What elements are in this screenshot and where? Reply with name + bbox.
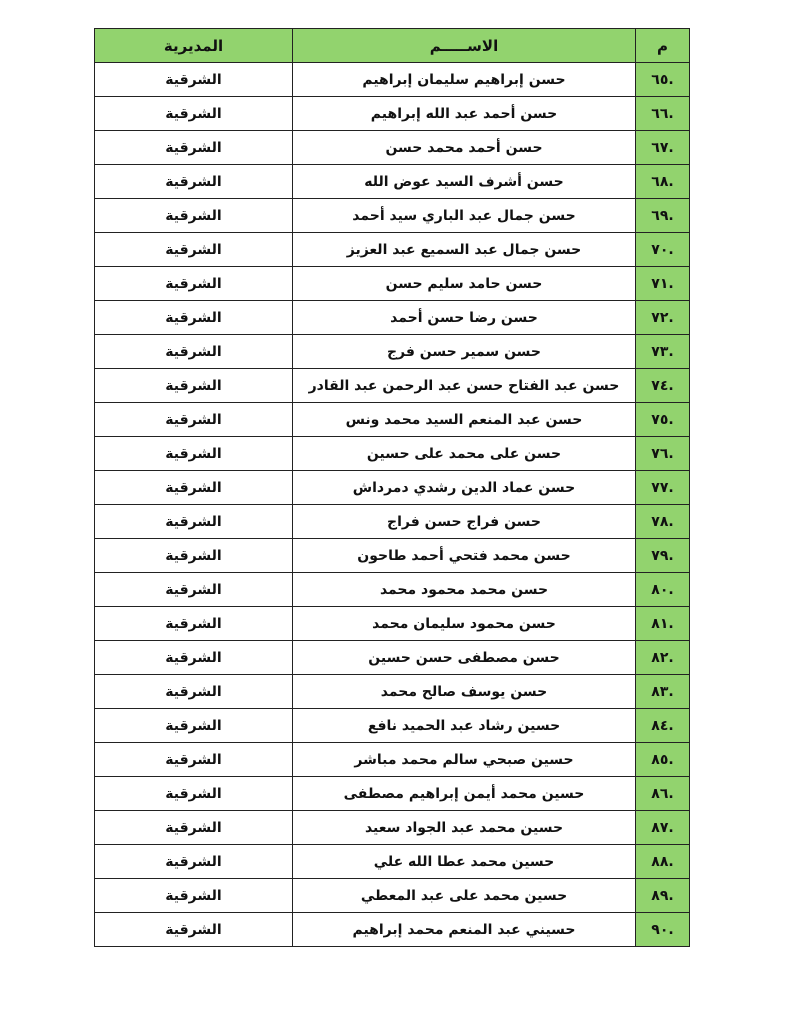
- row-directorate: الشرقية: [95, 97, 293, 131]
- row-directorate: الشرقية: [95, 539, 293, 573]
- table-row: [95, 199, 690, 233]
- row-number: .٨٩: [636, 879, 690, 913]
- table-row: [95, 675, 690, 709]
- table-row: [95, 471, 690, 505]
- row-name: حسن عبد المنعم السيد محمد ونس: [293, 403, 636, 437]
- row-number: .٦٩: [636, 199, 690, 233]
- row-name: حسن فراج حسن فراج: [293, 505, 636, 539]
- row-number: .٦٦: [636, 97, 690, 131]
- row-number: .٨٣: [636, 675, 690, 709]
- header-directorate: المديرية: [95, 29, 293, 63]
- row-directorate: الشرقية: [95, 369, 293, 403]
- row-number: .٦٥: [636, 63, 690, 97]
- row-name: حسن حامد سليم حسن: [293, 267, 636, 301]
- row-number: .٨٠: [636, 573, 690, 607]
- row-name: حسن جمال عبد السميع عبد العزيز: [293, 233, 636, 267]
- row-number: .٧٢: [636, 301, 690, 335]
- row-name: حسن عبد الفتاح حسن عبد الرحمن عبد القادر: [293, 369, 636, 403]
- row-directorate: الشرقية: [95, 267, 293, 301]
- row-directorate: الشرقية: [95, 199, 293, 233]
- row-name: حسن على محمد على حسين: [293, 437, 636, 471]
- row-number: .٨٨: [636, 845, 690, 879]
- row-number: .٦٧: [636, 131, 690, 165]
- row-name: حسن رضا حسن أحمد: [293, 301, 636, 335]
- table-row: [95, 97, 690, 131]
- row-name: حسن محمود سليمان محمد: [293, 607, 636, 641]
- table-row: [95, 811, 690, 845]
- row-name: حسن إبراهيم سليمان إبراهيم: [293, 63, 636, 97]
- row-number: .٨٦: [636, 777, 690, 811]
- table-row: [95, 505, 690, 539]
- row-directorate: الشرقية: [95, 743, 293, 777]
- row-number: .٨٧: [636, 811, 690, 845]
- row-directorate: الشرقية: [95, 641, 293, 675]
- table-row: [95, 437, 690, 471]
- row-number: .٧٩: [636, 539, 690, 573]
- row-number: .٧٦: [636, 437, 690, 471]
- row-name: حسين محمد عطا الله علي: [293, 845, 636, 879]
- row-directorate: الشرقية: [95, 131, 293, 165]
- row-name: حسن مصطفى حسن حسين: [293, 641, 636, 675]
- row-directorate: الشرقية: [95, 811, 293, 845]
- table-row: [95, 267, 690, 301]
- row-name: حسين صبحي سالم محمد مباشر: [293, 743, 636, 777]
- row-directorate: الشرقية: [95, 403, 293, 437]
- row-name: حسن عماد الدين رشدي دمرداش: [293, 471, 636, 505]
- row-number: .٩٠: [636, 913, 690, 947]
- row-number: .٧٥: [636, 403, 690, 437]
- table-row: [95, 607, 690, 641]
- row-directorate: الشرقية: [95, 505, 293, 539]
- table-row: [95, 913, 690, 947]
- table-header-row: [95, 29, 690, 63]
- row-directorate: الشرقية: [95, 301, 293, 335]
- row-number: .٨٢: [636, 641, 690, 675]
- row-number: .٧٤: [636, 369, 690, 403]
- row-directorate: الشرقية: [95, 845, 293, 879]
- header-name: الاســـــم: [293, 29, 636, 63]
- row-name: حسين محمد على عبد المعطي: [293, 879, 636, 913]
- table-row: [95, 573, 690, 607]
- row-directorate: الشرقية: [95, 63, 293, 97]
- row-number: .٨١: [636, 607, 690, 641]
- row-directorate: الشرقية: [95, 335, 293, 369]
- row-directorate: الشرقية: [95, 777, 293, 811]
- row-number: .٧٣: [636, 335, 690, 369]
- row-directorate: الشرقية: [95, 709, 293, 743]
- table-row: [95, 641, 690, 675]
- table-row: [95, 301, 690, 335]
- row-number: .٧٧: [636, 471, 690, 505]
- row-name: حسيني عبد المنعم محمد إبراهيم: [293, 913, 636, 947]
- table-row: [95, 233, 690, 267]
- table-body: [95, 63, 690, 947]
- row-name: حسن سمير حسن فرج: [293, 335, 636, 369]
- table-row: [95, 777, 690, 811]
- table-row: [95, 845, 690, 879]
- table-row: [95, 63, 690, 97]
- row-name: حسن جمال عبد الباري سيد أحمد: [293, 199, 636, 233]
- row-name: حسين رشاد عبد الحميد نافع: [293, 709, 636, 743]
- row-directorate: الشرقية: [95, 573, 293, 607]
- header-number: م: [636, 29, 690, 63]
- row-name: حسين محمد عبد الجواد سعيد: [293, 811, 636, 845]
- row-directorate: الشرقية: [95, 879, 293, 913]
- row-number: .٧٨: [636, 505, 690, 539]
- table-row: [95, 403, 690, 437]
- row-number: .٧١: [636, 267, 690, 301]
- row-directorate: الشرقية: [95, 437, 293, 471]
- table-row: [95, 131, 690, 165]
- table-row: [95, 879, 690, 913]
- table-row: [95, 539, 690, 573]
- row-name: حسن محمد فتحي أحمد طاحون: [293, 539, 636, 573]
- row-name: حسن محمد محمود محمد: [293, 573, 636, 607]
- row-number: .٦٨: [636, 165, 690, 199]
- names-table: [94, 28, 690, 947]
- row-name: حسن أحمد عبد الله إبراهيم: [293, 97, 636, 131]
- table-row: [95, 743, 690, 777]
- table-row: [95, 335, 690, 369]
- row-number: .٧٠: [636, 233, 690, 267]
- row-number: .٨٤: [636, 709, 690, 743]
- row-directorate: الشرقية: [95, 233, 293, 267]
- table-row: [95, 709, 690, 743]
- row-directorate: الشرقية: [95, 607, 293, 641]
- table-row: [95, 369, 690, 403]
- row-directorate: الشرقية: [95, 913, 293, 947]
- row-name: حسن أحمد محمد حسن: [293, 131, 636, 165]
- row-name: حسين محمد أيمن إبراهيم مصطفى: [293, 777, 636, 811]
- row-directorate: الشرقية: [95, 165, 293, 199]
- row-name: حسن أشرف السيد عوض الله: [293, 165, 636, 199]
- row-directorate: الشرقية: [95, 675, 293, 709]
- row-name: حسن يوسف صالح محمد: [293, 675, 636, 709]
- row-number: .٨٥: [636, 743, 690, 777]
- row-directorate: الشرقية: [95, 471, 293, 505]
- table-row: [95, 165, 690, 199]
